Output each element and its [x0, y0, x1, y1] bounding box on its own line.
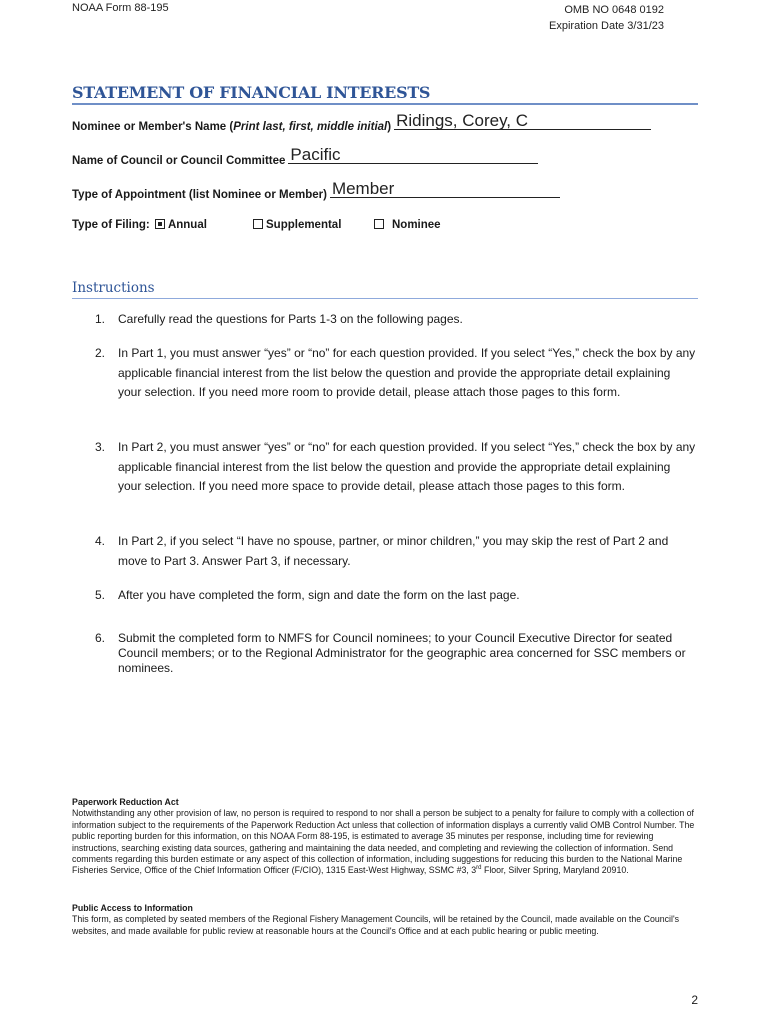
filing-type-row: [72, 219, 441, 231]
form-number: NOAA Form 88-195: [72, 2, 169, 14]
nominee-name-row: [72, 111, 651, 133]
expiration-date: Expiration Date 3/31/23: [549, 20, 664, 32]
nominee-name-value: Ridings, Corey, C: [396, 111, 529, 130]
appointment-row: [72, 179, 560, 201]
council-row: [72, 145, 538, 167]
appointment-field[interactable]: [330, 179, 560, 198]
omb-info: [549, 2, 664, 34]
paperwork-body: Notwithstanding any other provision of law, no person is required to respond to nor shall a person be subject to a penalty for failure to comply with a collection of information subject to the requirements of the Paperwork Reduction Act unless that collection of information displays a currently valid OMB Control Number. The public reporting burden for this information, on this NOAA Form 88-195, is estimated to average 35 minutes per response, including time for reviewing instructions, searching existing data sources, gathering and maintaining the data needed, and completing and reviewing the collection of information. Send comments regarding this burden estimate or any aspect of this collection of information, including suggestions for reducing this burden to the National Marine Fisheries Service, Office of the Chief Information Officer (F/CIO), 1315 East-West Highway, SSMC #3, 3rd Floor, Silver Spring, Maryland 20910.: [72, 808, 695, 876]
council-value: Pacific: [290, 145, 341, 164]
public-access-heading: Public Access to Information: [72, 903, 193, 913]
page-number: 2: [691, 993, 698, 1007]
nominee-label: Nominee: [392, 219, 441, 231]
appointment-value: Member: [331, 179, 395, 198]
filing-supplemental-option[interactable]: [253, 219, 341, 231]
annual-label: Annual: [167, 219, 207, 231]
public-access-body: This form, as completed by seated members of the Regional Fishery Management Councils, will be retained by the Council, made available on the Council's websites, and made available for public review at reasonable hours at the Council's Office and at each public hearing or public meeting.: [72, 914, 680, 936]
paperwork-heading: Paperwork Reduction Act: [72, 797, 179, 807]
annual-checkbox[interactable]: [155, 219, 165, 229]
nominee-name-label: Nominee or Member's Name (Print last, first, middle initial): [72, 121, 392, 133]
appointment-label: Type of Appointment (list Nominee or Member): [72, 189, 327, 201]
council-field[interactable]: [288, 145, 538, 164]
nominee-name-field[interactable]: [394, 111, 651, 130]
filing-annual-option[interactable]: [155, 219, 207, 231]
council-label: Name of Council or Council Committee: [72, 155, 286, 167]
paperwork-reduction-notice: [72, 797, 700, 877]
public-access-notice: [72, 903, 700, 937]
filing-nominee-option[interactable]: [374, 219, 441, 231]
filing-type-label: Type of Filing:: [72, 219, 150, 231]
instructions-heading: Instructions: [72, 280, 698, 299]
supplemental-label: Supplemental: [266, 219, 342, 231]
omb-number: OMB NO 0648 0192: [564, 4, 664, 16]
supplemental-checkbox[interactable]: [253, 219, 263, 229]
page-title: STATEMENT OF FINANCIAL INTERESTS: [72, 83, 698, 105]
nominee-checkbox[interactable]: [374, 219, 384, 229]
